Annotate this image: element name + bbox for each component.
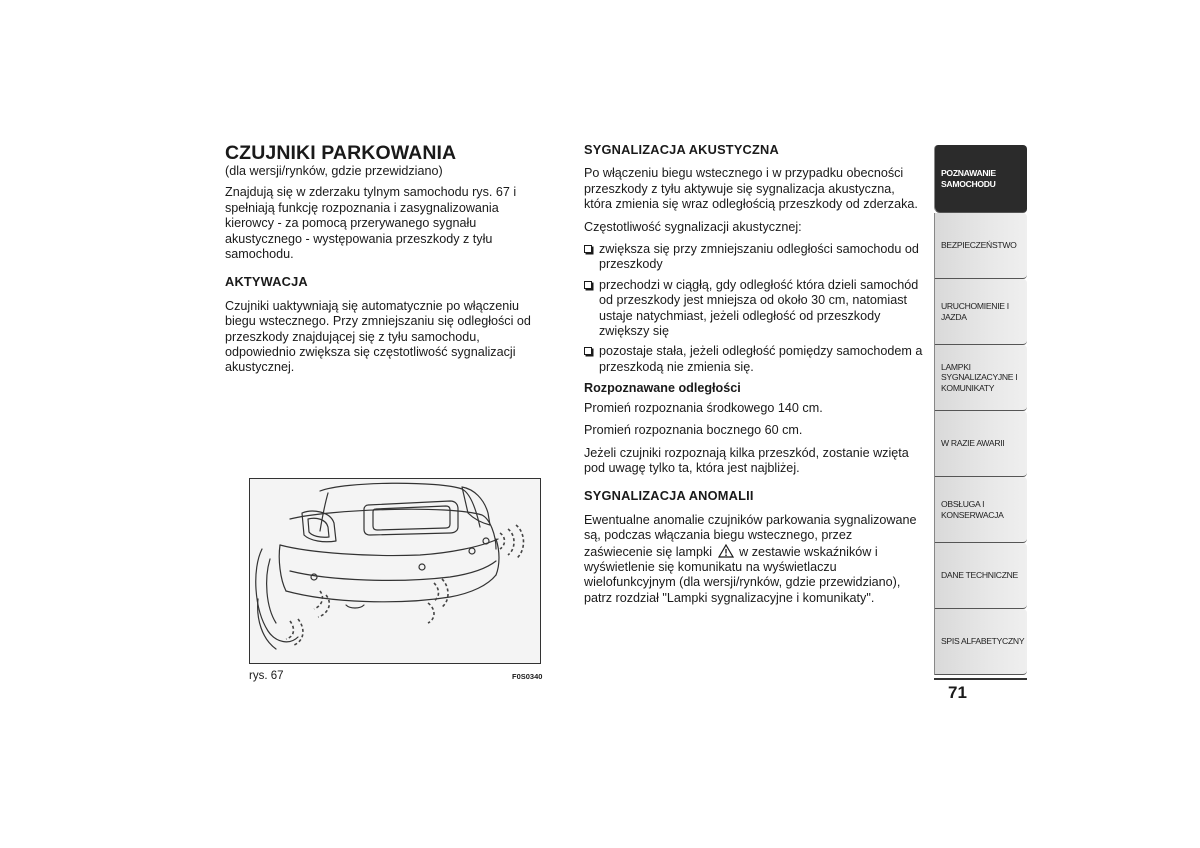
- chapter-tabs: [934, 145, 1027, 675]
- frequency-list: [584, 242, 924, 375]
- tab-obsluga-i-konserwacja[interactable]: OBSŁUGA I KONSERWACJA: [934, 477, 1027, 543]
- range-side: Promień rozpoznania bocznego 60 cm.: [584, 423, 803, 438]
- figure-code: F0S0340: [512, 672, 543, 681]
- activation-heading: AKTYWACJA: [225, 274, 308, 290]
- page-number: 71: [948, 683, 967, 702]
- middle-column: [584, 142, 924, 613]
- car-rear-illustration: [250, 479, 540, 663]
- range-center: Promień rozpoznania środkowego 140 cm.: [584, 400, 823, 415]
- tab-spis-alfabetyczny[interactable]: SPIS ALFABETYCZNY: [934, 609, 1027, 675]
- warning-triangle-icon: [718, 544, 734, 558]
- figure-label: rys. 67: [249, 670, 284, 682]
- tab-dane-techniczne[interactable]: DANE TECHNICZNE: [934, 543, 1027, 609]
- list-item: zwiększa się przy zmniejszaniu odległości samochodu od przeszkody: [584, 242, 924, 273]
- figure-parking-sensors: [249, 478, 541, 664]
- checkbox-bullet-icon: [584, 245, 592, 253]
- activation-paragraph: Czujniki uaktywniają się automatycznie po włączeniu biegu wstecznego. Przy zmniejszaniu się odległości od przeszkody znajdującej się z tyłu samochodu, odpowiednio zwiększa się częstotliwość sygnalizacji akustycznej.: [225, 298, 531, 375]
- intro-paragraph: Znajdują się w zderzaku tylnym samochodu rys. 67 i spełniają funkcję rozpoznania i zasygnalizowania kierowcy - za pomocą przerywanego sygnału akustycznego - występowania przeszkody z tyłu samochodu.: [225, 185, 517, 262]
- tab-w-razie-awarii[interactable]: W RAZIE AWARII: [934, 411, 1027, 477]
- tab-bezpieczenstwo[interactable]: BEZPIECZEŃSTWO: [934, 213, 1027, 279]
- range-heading: Rozpoznawane odległości: [584, 381, 741, 396]
- acoustic-heading: SYGNALIZACJA AKUSTYCZNA: [584, 142, 779, 157]
- anomaly-paragraph: Ewentualne anomalie czujników parkowania sygnalizowane są, podczas włączania biegu wstecznego, przez zaświecenie się lampki w zestawie wskaźników i wyświetlenie się komunikatu na wyświetlaczu wielofunkcyjnym (dla wersji/rynków, gdzie przewidziano), patrz rozdział "Lampki sygnalizacyjne i komunikaty".: [584, 512, 917, 605]
- anomaly-heading: SYGNALIZACJA ANOMALII: [584, 488, 754, 504]
- page-title: CZUJNIKI PARKOWANIA: [225, 142, 457, 164]
- left-column: [225, 142, 545, 383]
- tab-poznawanie-samochodu[interactable]: POZNAWANIE SAMOCHODU: [934, 145, 1027, 213]
- acoustic-paragraph: Po włączeniu biegu wstecznego i w przypadku obecności przeszkody z tyłu aktywuje się sygnalizacja akustyczna, która zmienia się wraz odległością przeszkody od zderzaka.: [584, 166, 918, 212]
- tabs-divider: [934, 678, 1027, 680]
- multiple-obstacles-paragraph: Jeżeli czujniki rozpoznają kilka przeszkód, zostanie wzięta pod uwagę tylko ta, która jest najbliżej.: [584, 445, 909, 475]
- list-item: pozostaje stała, jeżeli odległość pomiędzy samochodem a przeszkodą nie zmienia się.: [584, 344, 924, 375]
- list-item: przechodzi w ciągłą, gdy odległość która dzieli samochód od przeszkody jest mniejsza od około 30 cm, natomiast ustaje natychmiast, jeżeli odległość od przeszkody zwiększy się: [584, 278, 924, 340]
- checkbox-bullet-icon: [584, 347, 592, 355]
- frequency-intro: Częstotliwość sygnalizacji akustycznej:: [584, 219, 802, 234]
- checkbox-bullet-icon: [584, 281, 592, 289]
- title-subtitle: (dla wersji/rynków, gdzie przewidziano): [225, 164, 443, 178]
- tab-uruchomienie-i-jazda[interactable]: URUCHOMIENIE I JAZDA: [934, 279, 1027, 345]
- tab-lampki-sygnalizacyjne[interactable]: LAMPKI SYGNALIZACYJNE I KOMUNIKATY: [934, 345, 1027, 411]
